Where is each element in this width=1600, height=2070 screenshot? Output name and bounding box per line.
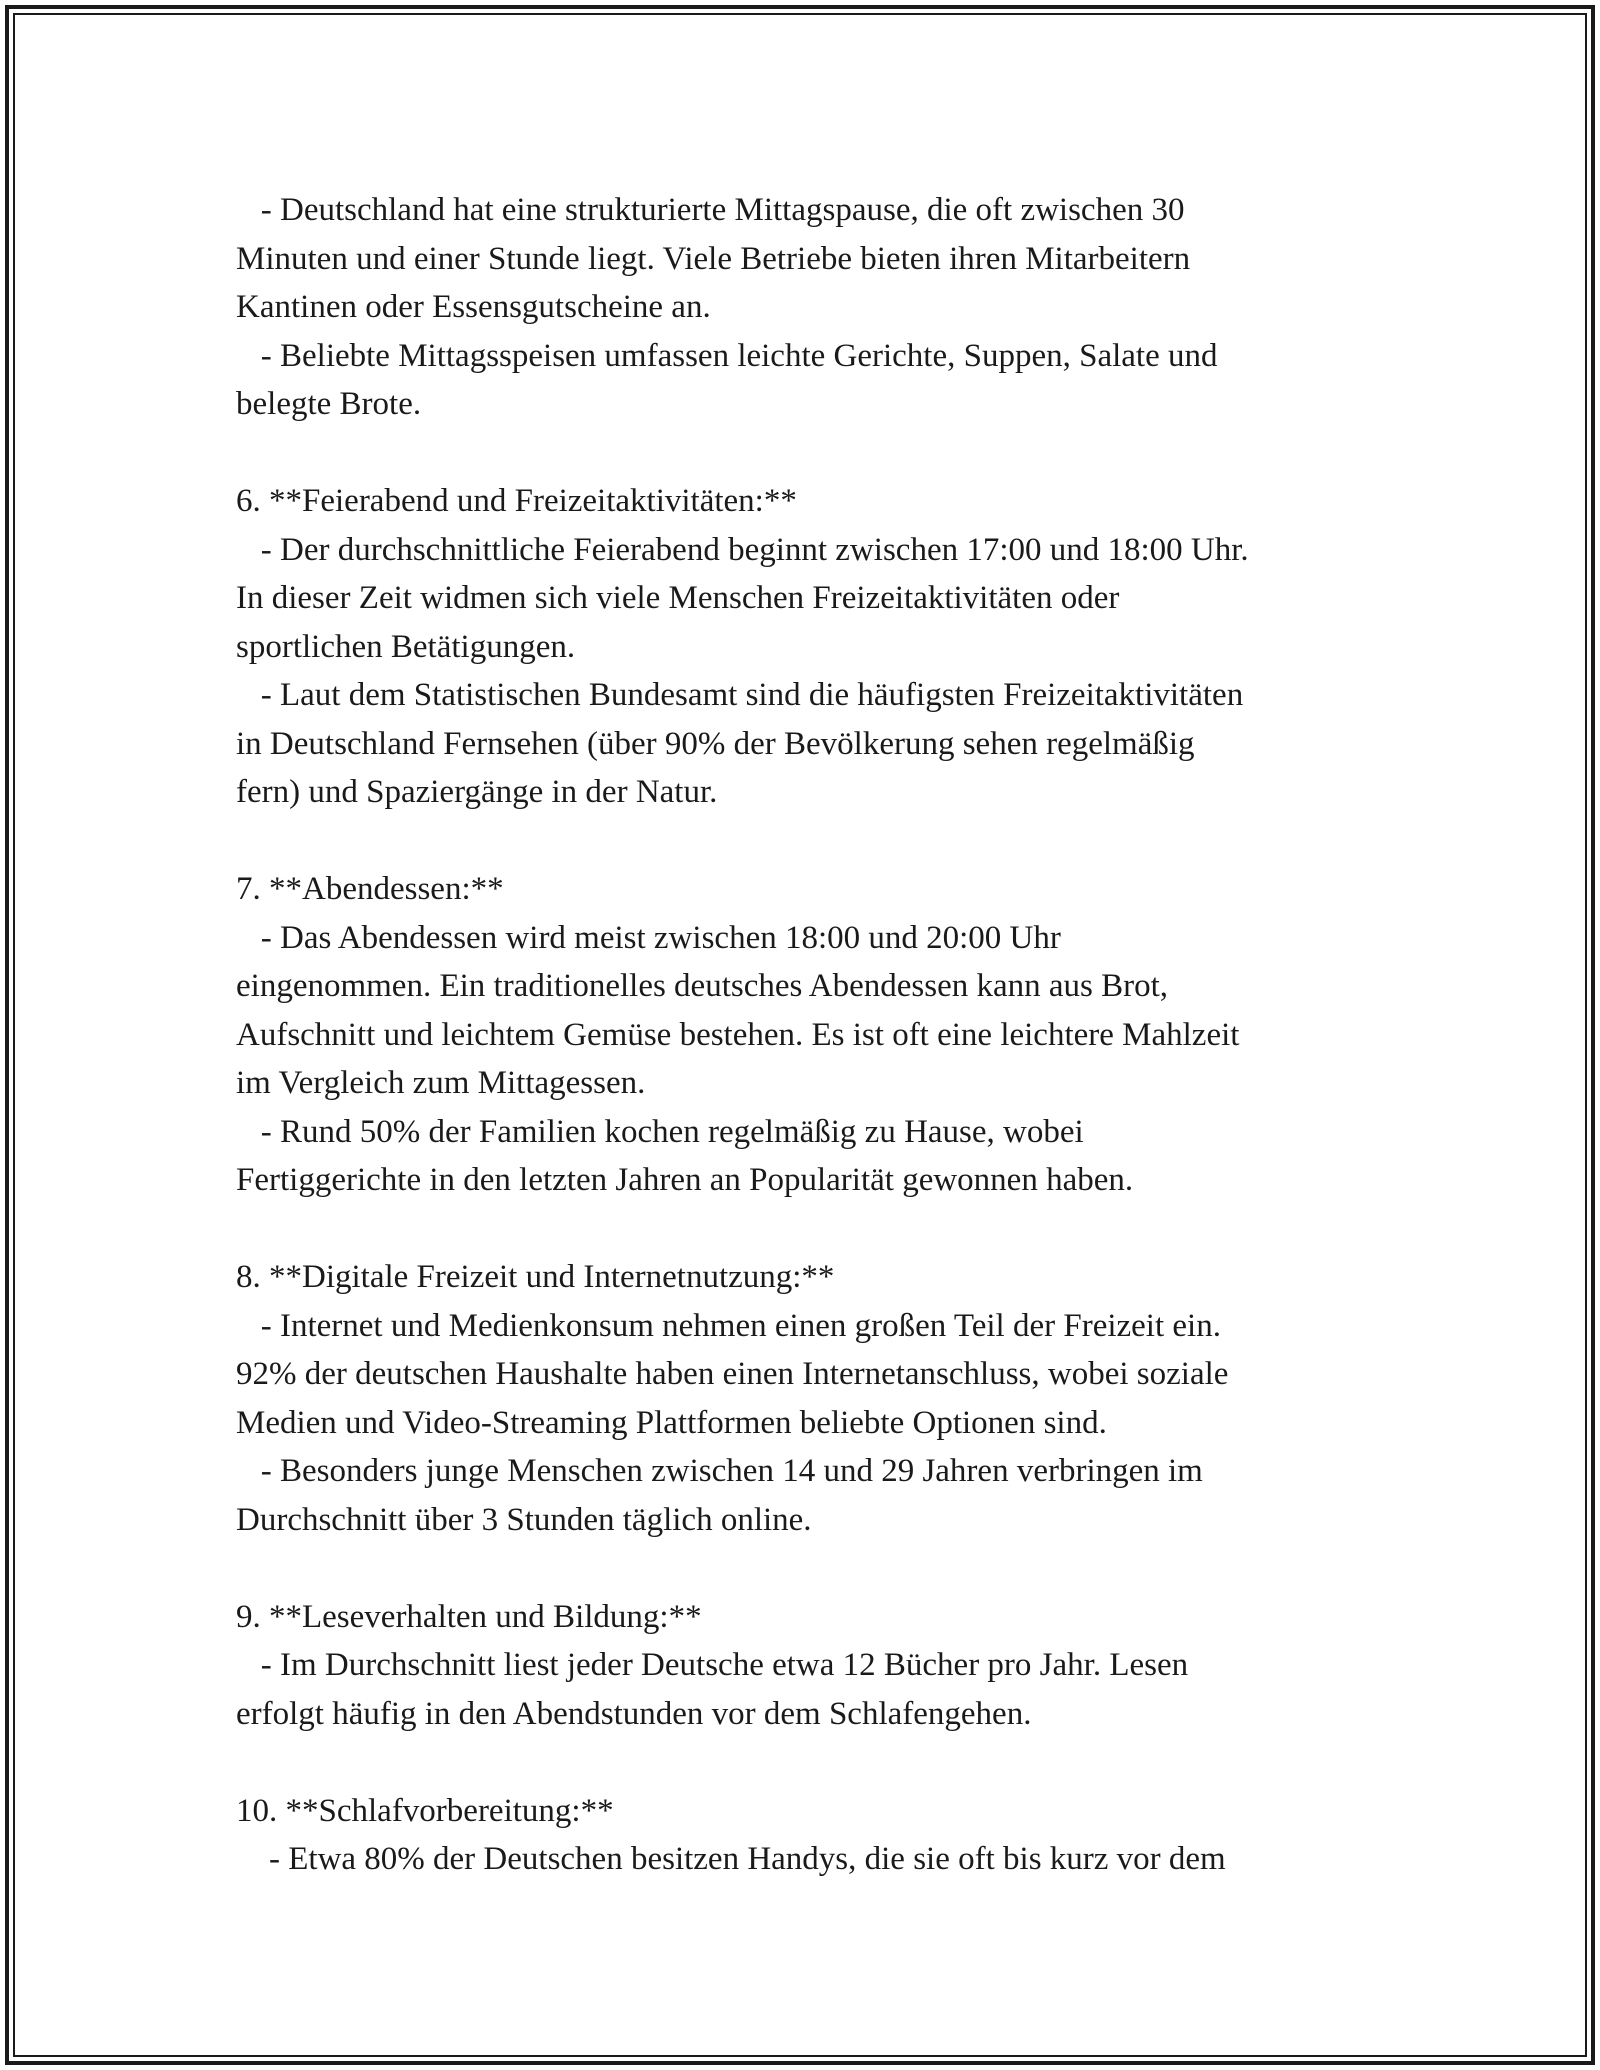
- text-line: - Besonders junge Menschen zwischen 14 und 29 Jahren verbringen im: [236, 1453, 1203, 1489]
- text-line: erfolgt häufig in den Abendstunden vor dem Schlafengehen.: [236, 1695, 1032, 1732]
- text-line: in Deutschland Fernsehen (über 90% der Bevölkerung sehen regelmäßig: [236, 725, 1195, 762]
- paragraph-spacer: [236, 817, 1406, 866]
- paragraph-spacer: [236, 1544, 1406, 1593]
- paragraph-mittagspause: [236, 186, 1406, 429]
- section-heading: 7. **Abendessen:**: [236, 871, 504, 907]
- section-heading: 8. **Digitale Freizeit und Internetnutzung:**: [236, 1259, 835, 1295]
- text-line: sportlichen Betätigungen.: [236, 628, 576, 665]
- paragraph-spacer: [236, 429, 1406, 478]
- section-8-digitale-freizeit: [236, 1253, 1406, 1544]
- section-7-abendessen: [236, 865, 1406, 1205]
- text-line: - Etwa 80% der Deutschen besitzen Handys, die sie oft bis kurz vor dem: [236, 1841, 1226, 1877]
- document-body: [236, 186, 1406, 1884]
- text-line: - Laut dem Statistischen Bundesamt sind die häufigsten Freizeitaktivitäten: [236, 677, 1244, 713]
- text-line: Aufschnitt und leichtem Gemüse bestehen. Es ist oft eine leichtere Mahlzeit: [236, 1016, 1240, 1053]
- section-heading: 10. **Schlafvorbereitung:**: [236, 1792, 614, 1829]
- text-line: Minuten und einer Stunde liegt. Viele Betriebe bieten ihren Mitarbeitern: [236, 240, 1191, 277]
- text-line: - Das Abendessen wird meist zwischen 18:00 und 20:00 Uhr: [236, 919, 1061, 956]
- text-line: Medien und Video-Streaming Plattformen beliebte Optionen sind.: [236, 1404, 1107, 1441]
- section-heading: 6. **Feierabend und Freizeitaktivitäten:**: [236, 483, 797, 519]
- text-line: Fertiggerichte in den letzten Jahren an Popularität gewonnen haben.: [236, 1162, 1134, 1198]
- text-line: Durchschnitt über 3 Stunden täglich online.: [236, 1501, 812, 1538]
- text-line: - Internet und Medienkonsum nehmen einen großen Teil der Freizeit ein.: [236, 1307, 1221, 1344]
- paragraph-spacer: [236, 1205, 1406, 1254]
- text-line: - Der durchschnittliche Feierabend beginnt zwischen 17:00 und 18:00 Uhr.: [236, 531, 1249, 568]
- section-heading: 9. **Leseverhalten und Bildung:**: [236, 1598, 702, 1635]
- text-line: fern) und Spaziergänge in der Natur.: [236, 774, 718, 810]
- text-line: In dieser Zeit widmen sich viele Menschen Freizeitaktivitäten oder: [236, 580, 1120, 616]
- section-10-schlafvorbereitung: [236, 1787, 1406, 1884]
- text-line: Kantinen oder Essensgutscheine an.: [236, 289, 711, 325]
- text-line: - Im Durchschnitt liest jeder Deutsche etwa 12 Bücher pro Jahr. Lesen: [236, 1647, 1189, 1683]
- paragraph-spacer: [236, 1738, 1406, 1787]
- text-line: im Vergleich zum Mittagessen.: [236, 1065, 646, 1101]
- text-line: belegte Brote.: [236, 386, 422, 422]
- text-line: - Rund 50% der Familien kochen regelmäßig zu Hause, wobei: [236, 1113, 1084, 1150]
- text-line: 92% der deutschen Haushalte haben einen Internetanschluss, wobei soziale: [236, 1356, 1229, 1392]
- section-9-leseverhalten: [236, 1593, 1406, 1739]
- text-line: - Beliebte Mittagsspeisen umfassen leichte Gerichte, Suppen, Salate und: [236, 337, 1218, 374]
- section-6-feierabend: [236, 477, 1406, 817]
- text-line: eingenommen. Ein traditionelles deutsches Abendessen kann aus Brot,: [236, 968, 1169, 1004]
- text-line: - Deutschland hat eine strukturierte Mittagspause, die oft zwischen 30: [236, 192, 1185, 228]
